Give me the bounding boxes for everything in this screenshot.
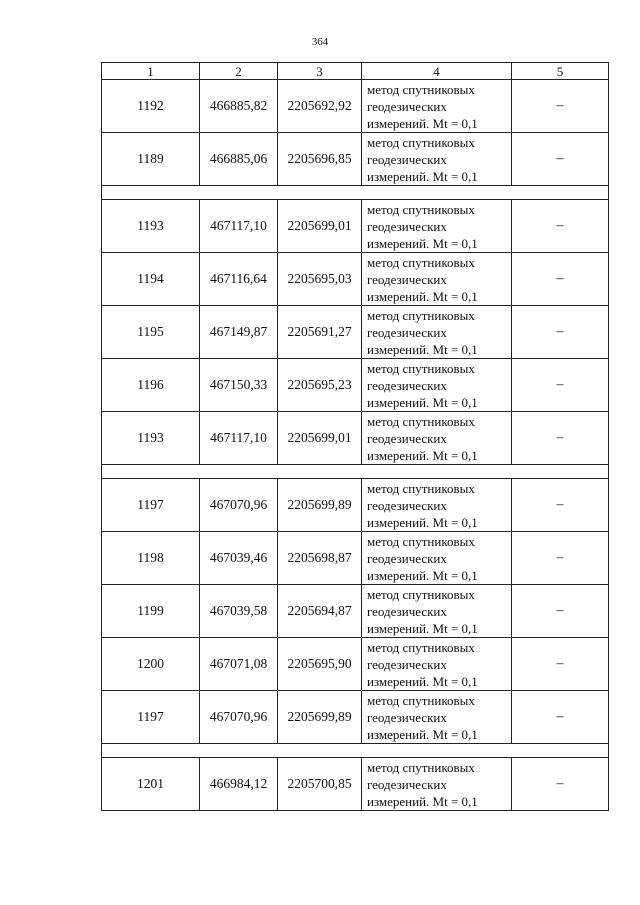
x-coordinate-cell: 467070,96 [200,479,278,532]
y-coordinate-cell: 2205700,85 [278,758,362,811]
x-coordinate-cell: 466984,12 [200,758,278,811]
page-number: 364 [311,36,329,48]
table-body [102,63,609,811]
y-coordinate-cell: 2205695,03 [278,253,362,306]
table-spacer-row [102,744,609,758]
point-number-cell: 1201 [102,758,200,811]
note-cell: – [512,585,609,638]
table-row [102,200,609,253]
note-cell: – [512,253,609,306]
table-row [102,80,609,133]
point-number-cell: 1194 [102,253,200,306]
y-coordinate-cell: 2205694,87 [278,585,362,638]
table-row [102,412,609,465]
point-number-cell: 1199 [102,585,200,638]
method-cell: метод спутниковых геодезических измерений. Mt = 0,1 [362,200,512,253]
column-header-4: 4 [362,63,512,80]
x-coordinate-cell: 467039,46 [200,532,278,585]
note-cell: – [512,80,609,133]
x-coordinate-cell: 467039,58 [200,585,278,638]
point-number-cell: 1200 [102,638,200,691]
point-number-cell: 1193 [102,412,200,465]
table-row [102,638,609,691]
header-row [102,63,609,80]
point-number-cell: 1198 [102,532,200,585]
point-number-cell: 1195 [102,306,200,359]
y-coordinate-cell: 2205692,92 [278,80,362,133]
table-spacer-row [102,186,609,200]
table-row [102,359,609,412]
table-row [102,532,609,585]
table-spacer-row [102,465,609,479]
note-cell: – [512,479,609,532]
y-coordinate-cell: 2205695,90 [278,638,362,691]
method-cell: метод спутниковых геодезических измерений. Mt = 0,1 [362,479,512,532]
spacer-cell [102,744,609,758]
point-number-cell: 1196 [102,359,200,412]
column-header-2: 2 [200,63,278,80]
point-number-cell: 1197 [102,479,200,532]
method-cell: метод спутниковых геодезических измерений. Mt = 0,1 [362,758,512,811]
x-coordinate-cell: 467070,96 [200,691,278,744]
note-cell: – [512,359,609,412]
spacer-cell [102,186,609,200]
table-row [102,585,609,638]
y-coordinate-cell: 2205699,89 [278,479,362,532]
method-cell: метод спутниковых геодезических измерений. Mt = 0,1 [362,253,512,306]
spacer-cell [102,465,609,479]
method-cell: метод спутниковых геодезических измерений. Mt = 0,1 [362,359,512,412]
point-number-cell: 1193 [102,200,200,253]
coordinates-table [101,62,609,811]
method-cell: метод спутниковых геодезических измерений. Mt = 0,1 [362,532,512,585]
method-cell: метод спутниковых геодезических измерений. Mt = 0,1 [362,133,512,186]
y-coordinate-cell: 2205699,89 [278,691,362,744]
y-coordinate-cell: 2205699,01 [278,200,362,253]
note-cell: – [512,758,609,811]
column-header-1: 1 [102,63,200,80]
method-cell: метод спутниковых геодезических измерений. Mt = 0,1 [362,638,512,691]
method-cell: метод спутниковых геодезических измерений. Mt = 0,1 [362,585,512,638]
x-coordinate-cell: 467149,87 [200,306,278,359]
note-cell: – [512,133,609,186]
note-cell: – [512,691,609,744]
table-row [102,758,609,811]
x-coordinate-cell: 467116,64 [200,253,278,306]
y-coordinate-cell: 2205691,27 [278,306,362,359]
table-row [102,691,609,744]
x-coordinate-cell: 467117,10 [200,412,278,465]
x-coordinate-cell: 467150,33 [200,359,278,412]
column-header-5: 5 [512,63,609,80]
note-cell: – [512,412,609,465]
table-row [102,133,609,186]
note-cell: – [512,532,609,585]
point-number-cell: 1192 [102,80,200,133]
column-header-3: 3 [278,63,362,80]
y-coordinate-cell: 2205696,85 [278,133,362,186]
method-cell: метод спутниковых геодезических измерений. Mt = 0,1 [362,691,512,744]
x-coordinate-cell: 466885,06 [200,133,278,186]
x-coordinate-cell: 467117,10 [200,200,278,253]
y-coordinate-cell: 2205695,23 [278,359,362,412]
note-cell: – [512,200,609,253]
note-cell: – [512,306,609,359]
method-cell: метод спутниковых геодезических измерений. Mt = 0,1 [362,306,512,359]
method-cell: метод спутниковых геодезических измерений. Mt = 0,1 [362,412,512,465]
point-number-cell: 1189 [102,133,200,186]
x-coordinate-cell: 466885,82 [200,80,278,133]
method-cell: метод спутниковых геодезических измерений. Mt = 0,1 [362,80,512,133]
table-row [102,253,609,306]
table-row [102,479,609,532]
x-coordinate-cell: 467071,08 [200,638,278,691]
y-coordinate-cell: 2205698,87 [278,532,362,585]
table-row [102,306,609,359]
y-coordinate-cell: 2205699,01 [278,412,362,465]
note-cell: – [512,638,609,691]
point-number-cell: 1197 [102,691,200,744]
